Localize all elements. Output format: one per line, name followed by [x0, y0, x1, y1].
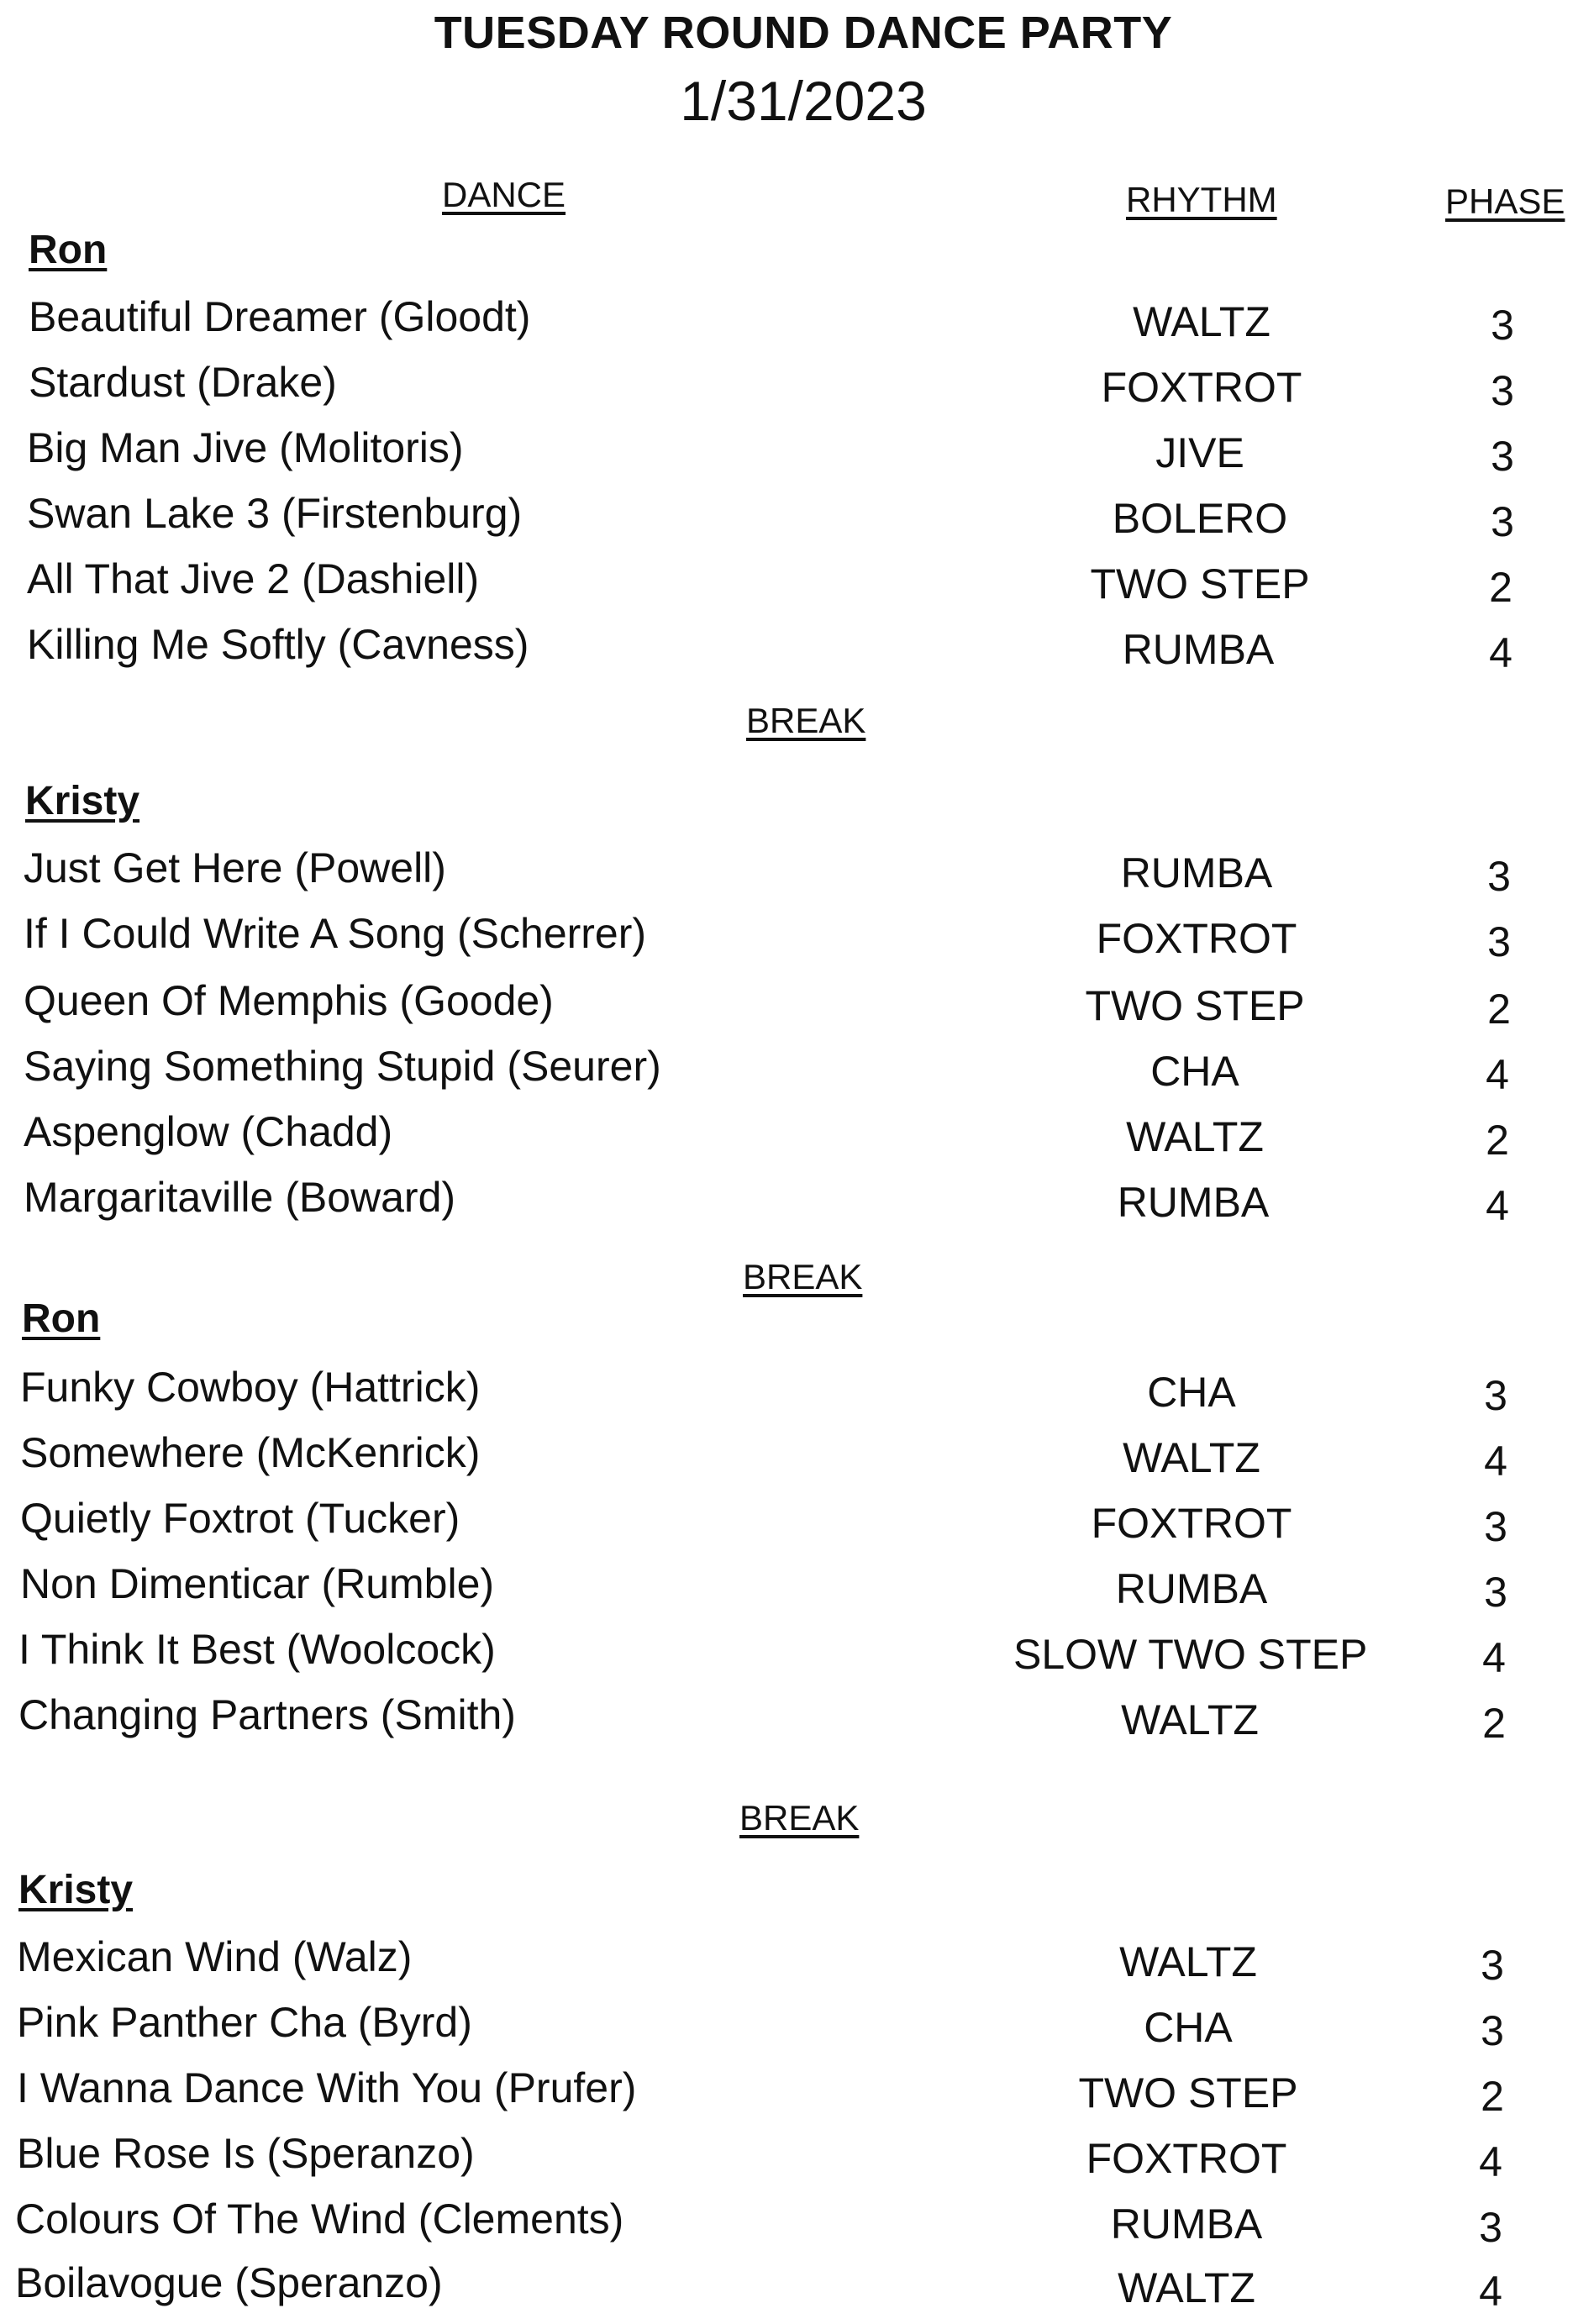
- dance-name: I Think It Best (Woolcock): [18, 1626, 496, 1673]
- dance-name: Somewhere (McKenrick): [20, 1429, 481, 1476]
- dance-rhythm: FOXTROT: [1086, 2135, 1287, 2182]
- dance-name: Mexican Wind (Walz): [17, 1933, 413, 1980]
- break-label: BREAK: [743, 1257, 863, 1296]
- dance-name: Quietly Foxtrot (Tucker): [20, 1495, 460, 1542]
- dance-name: Colours Of The Wind (Clements): [15, 2195, 624, 2243]
- dance-phase: 2: [1487, 986, 1511, 1033]
- dance-rhythm: WALTZ: [1119, 1938, 1257, 1985]
- dance-row: [0, 292, 1573, 358]
- dance-row: [0, 2258, 1573, 2324]
- dance-rhythm: RUMBA: [1120, 849, 1273, 896]
- dance-rhythm: CHA: [1144, 2004, 1233, 2051]
- dance-phase: 3: [1491, 433, 1514, 480]
- dance-name: Saying Something Stupid (Seurer): [24, 1043, 661, 1090]
- dance-name: Margaritaville (Boward): [24, 1174, 456, 1221]
- dance-name: All That Jive 2 (Dashiell): [27, 555, 480, 602]
- dance-rhythm: TWO STEP: [1085, 982, 1305, 1029]
- dance-name: Stardust (Drake): [29, 359, 337, 406]
- dance-phase: 4: [1479, 2138, 1502, 2185]
- break-label: BREAK: [739, 1798, 860, 1838]
- dance-row: [0, 1428, 1573, 1494]
- dance-rhythm: WALTZ: [1118, 2264, 1255, 2311]
- dance-name: Big Man Jive (Molitoris): [27, 424, 464, 471]
- dance-phase: 3: [1479, 2204, 1502, 2251]
- dance-rhythm: FOXTROT: [1096, 915, 1297, 962]
- dance-name: Pink Panther Cha (Byrd): [17, 1999, 472, 2046]
- dance-name: Boilavogue (Speranzo): [15, 2259, 443, 2306]
- dance-name: I Wanna Dance With You (Prufer): [17, 2064, 637, 2111]
- caller-name: Kristy: [25, 779, 140, 823]
- dance-row: [0, 1494, 1573, 1559]
- dance-phase: 2: [1489, 564, 1512, 611]
- break-label: BREAK: [746, 701, 866, 740]
- caller-name: Ron: [29, 228, 108, 272]
- dance-name: Queen Of Memphis (Goode): [24, 977, 554, 1024]
- page-title: TUESDAY ROUND DANCE PARTY: [434, 8, 1173, 58]
- dance-phase: 4: [1489, 629, 1512, 676]
- dance-row: [0, 555, 1573, 620]
- dance-phase: 4: [1484, 1438, 1507, 1485]
- dance-row: [0, 976, 1573, 1042]
- dance-phase: 3: [1491, 498, 1514, 545]
- dance-name: If I Could Write A Song (Scherrer): [24, 910, 647, 957]
- dance-row: [0, 489, 1573, 555]
- dance-name: Changing Partners (Smith): [18, 1691, 516, 1738]
- dance-rhythm: TWO STEP: [1078, 2069, 1298, 2116]
- dance-name: Just Get Here (Powell): [24, 844, 446, 891]
- dance-row: [0, 909, 1573, 975]
- dance-rhythm: BOLERO: [1112, 495, 1288, 542]
- caller-name: Ron: [22, 1296, 101, 1341]
- dance-row: [0, 1932, 1573, 1998]
- dance-rhythm: WALTZ: [1133, 298, 1270, 345]
- dance-phase: 3: [1484, 1372, 1507, 1419]
- dance-phase: 4: [1482, 1634, 1506, 1681]
- dance-row: [0, 1998, 1573, 2064]
- column-header-phase: PHASE: [1445, 181, 1565, 221]
- dance-row: [0, 1173, 1573, 1238]
- dance-rhythm: CHA: [1150, 1048, 1239, 1095]
- dance-phase: 3: [1491, 367, 1514, 414]
- column-header-dance: DANCE: [442, 175, 566, 214]
- dance-phase: 2: [1482, 1700, 1506, 1747]
- dance-phase: 3: [1481, 2007, 1504, 2054]
- dance-phase: 4: [1486, 1051, 1509, 1098]
- dance-rhythm: JIVE: [1155, 429, 1244, 476]
- dance-row: [0, 844, 1573, 909]
- dance-phase: 3: [1487, 918, 1511, 965]
- dance-row: [0, 2195, 1573, 2260]
- dance-phase: 2: [1481, 2073, 1504, 2120]
- dance-name: Killing Me Softly (Cavness): [27, 621, 529, 668]
- dance-row: [0, 1042, 1573, 1107]
- caller-name: Kristy: [18, 1868, 134, 1912]
- dance-row: [0, 358, 1573, 423]
- dance-phase: 4: [1486, 1182, 1509, 1229]
- dance-rhythm: WALTZ: [1123, 1434, 1260, 1481]
- dance-row: [0, 1690, 1573, 1756]
- dance-rhythm: RUMBA: [1122, 626, 1275, 673]
- dance-phase: 3: [1491, 302, 1514, 349]
- dance-rhythm: CHA: [1147, 1369, 1236, 1416]
- dance-rhythm: WALTZ: [1126, 1113, 1264, 1160]
- dance-rhythm: TWO STEP: [1090, 560, 1310, 607]
- dance-name: Aspenglow (Chadd): [24, 1108, 393, 1155]
- dance-rhythm: RUMBA: [1117, 1179, 1270, 1226]
- dance-rhythm: RUMBA: [1115, 1565, 1268, 1612]
- dance-rhythm: RUMBA: [1110, 2200, 1263, 2248]
- dance-row: [0, 2064, 1573, 2129]
- dance-rhythm: SLOW TWO STEP: [1013, 1631, 1368, 1678]
- dance-row: [0, 1363, 1573, 1428]
- dance-phase: 3: [1487, 853, 1511, 900]
- dance-rhythm: FOXTROT: [1091, 1500, 1292, 1547]
- dance-row: [0, 423, 1573, 489]
- dance-name: Beautiful Dreamer (Gloodt): [29, 293, 531, 340]
- dance-row: [0, 620, 1573, 686]
- dance-row: [0, 1559, 1573, 1625]
- dance-phase: 2: [1486, 1117, 1509, 1164]
- dance-phase: 3: [1481, 1942, 1504, 1989]
- dance-row: [0, 2129, 1573, 2195]
- dance-rhythm: FOXTROT: [1101, 364, 1302, 411]
- dance-row: [0, 1625, 1573, 1690]
- dance-name: Funky Cowboy (Hattrick): [20, 1364, 481, 1411]
- dance-name: Blue Rose Is (Speranzo): [17, 2130, 475, 2177]
- dance-name: Non Dimenticar (Rumble): [20, 1560, 495, 1607]
- page-date: 1/31/2023: [680, 70, 927, 132]
- dance-phase: 3: [1484, 1569, 1507, 1616]
- dance-name: Swan Lake 3 (Firstenburg): [27, 490, 523, 537]
- column-header-rhythm: RHYTHM: [1126, 180, 1277, 219]
- dance-row: [0, 1107, 1573, 1173]
- dance-phase: 4: [1479, 2268, 1502, 2315]
- dance-rhythm: WALTZ: [1121, 1696, 1259, 1743]
- dance-phase: 3: [1484, 1503, 1507, 1550]
